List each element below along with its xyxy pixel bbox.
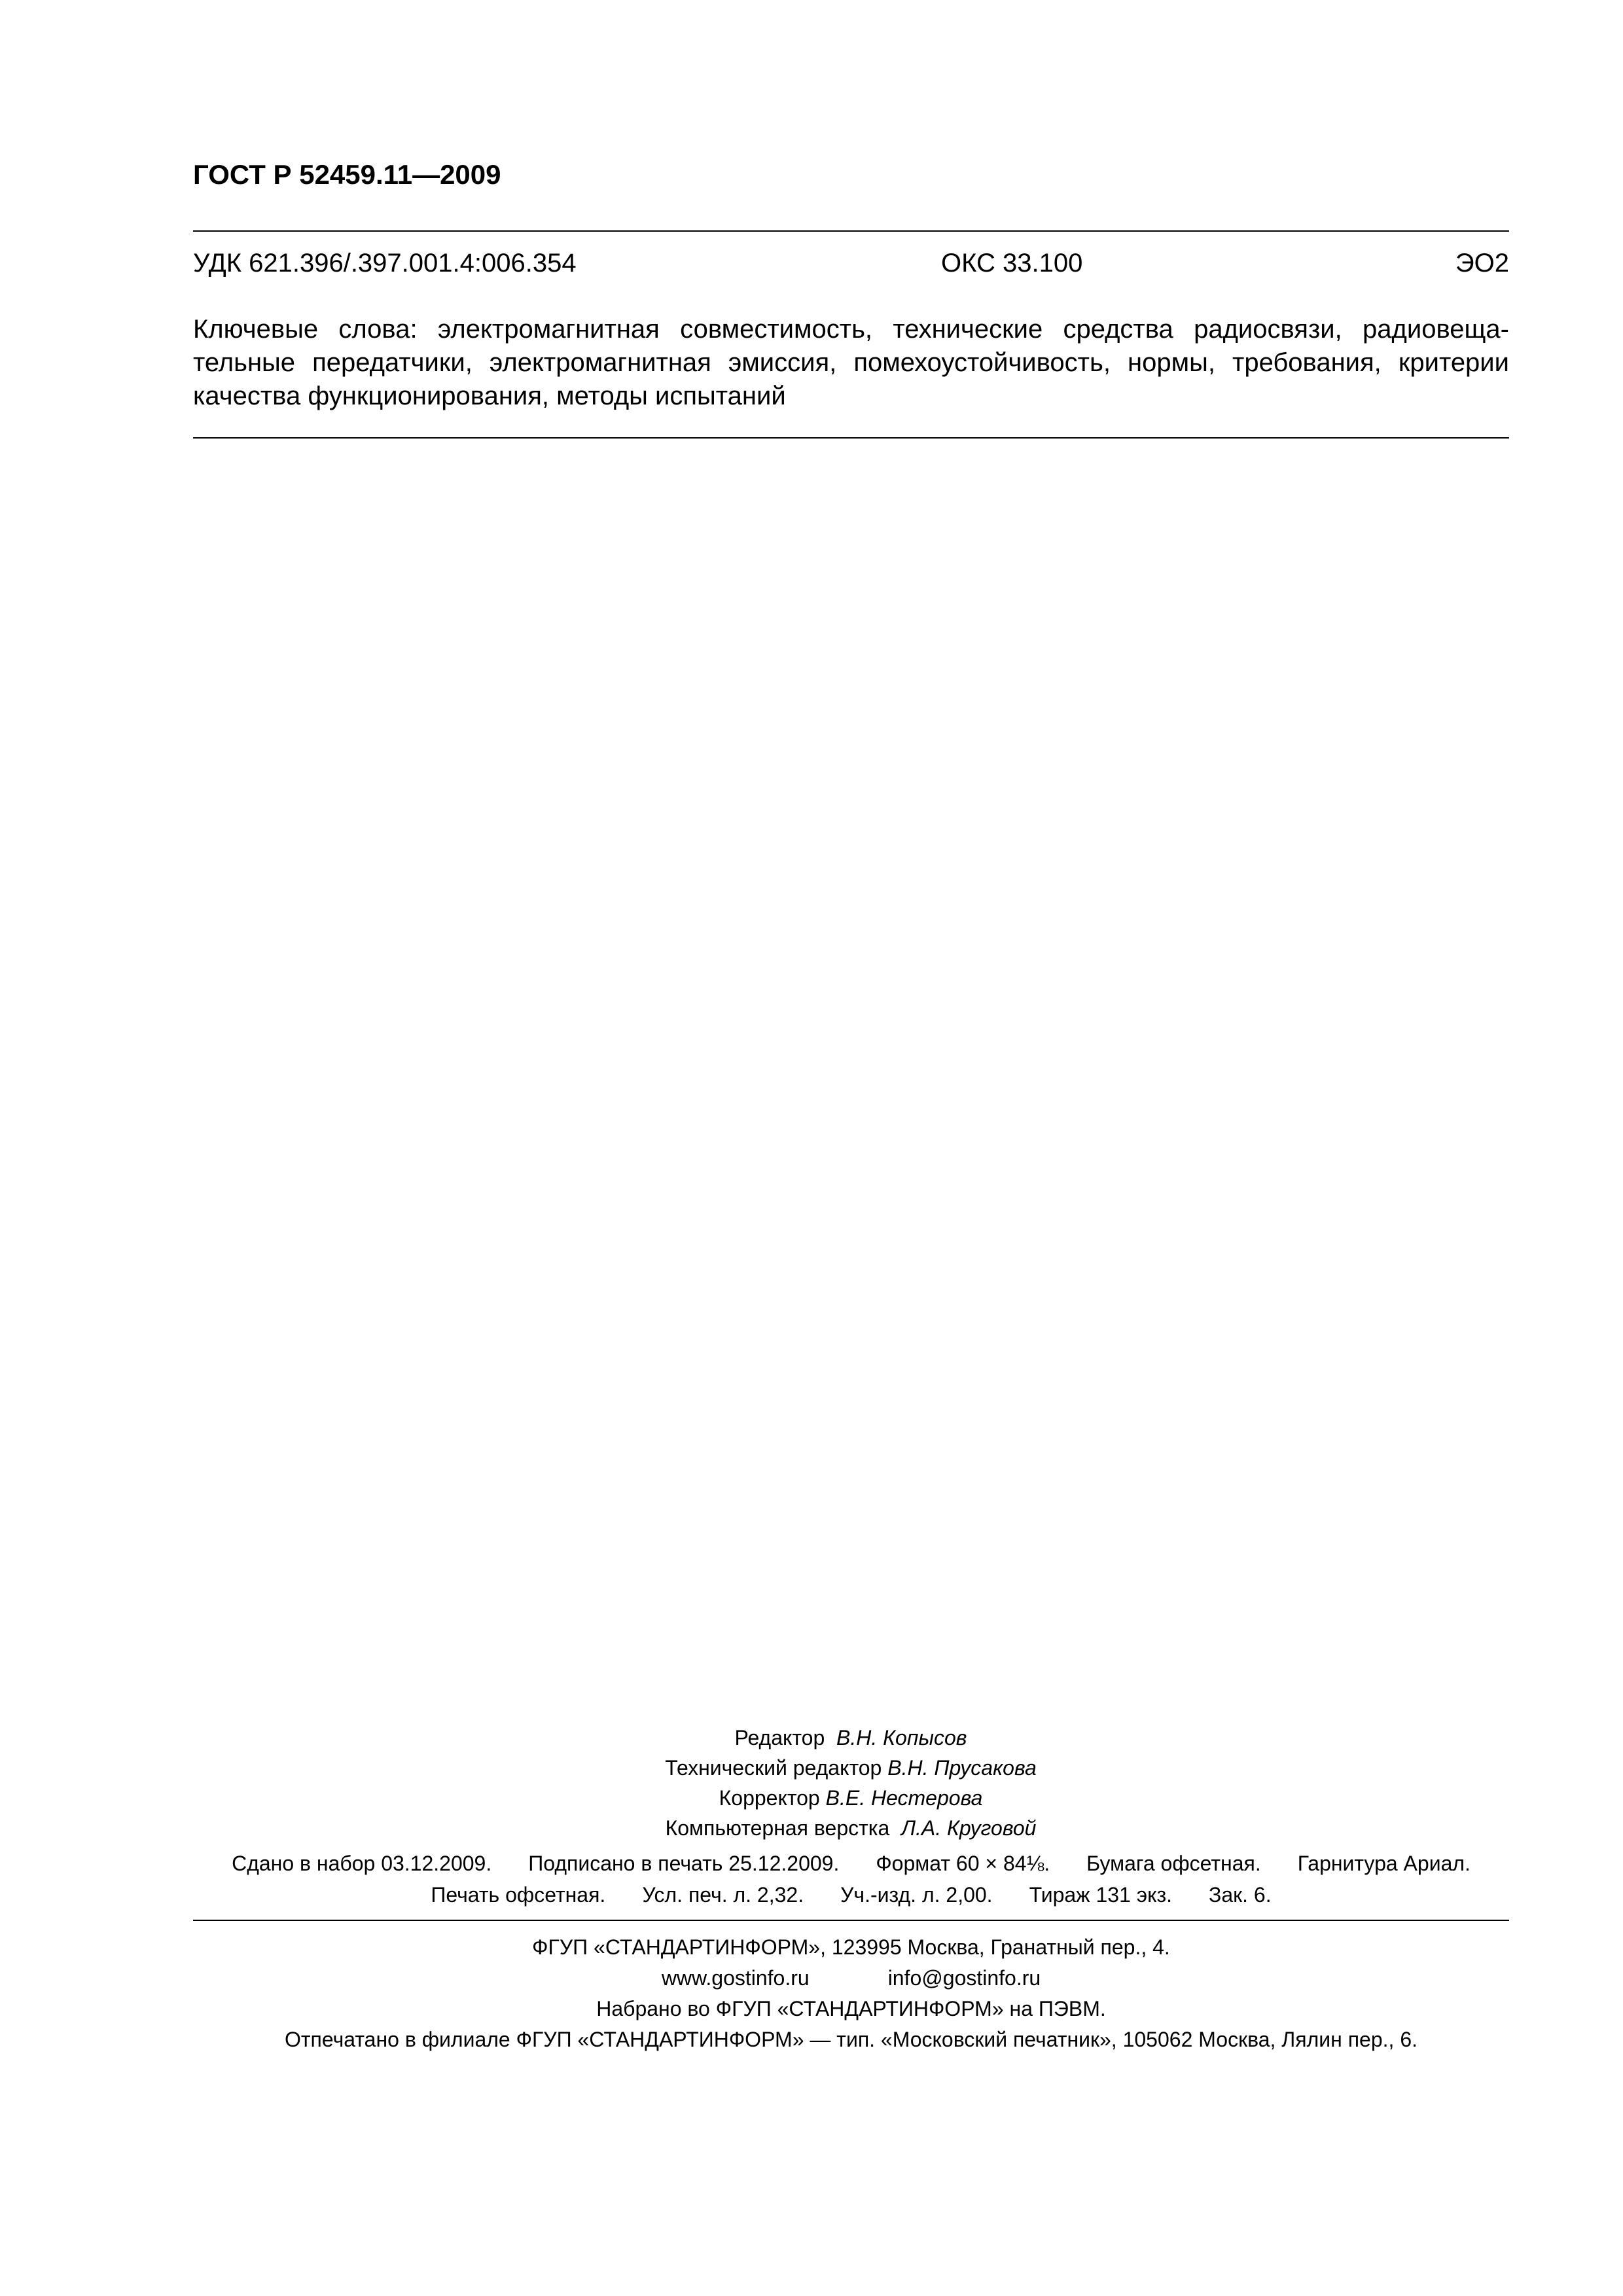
credit-proofreader: Корректор В.Е. Нестерова <box>719 1786 983 1810</box>
publication-row-2 <box>193 1883 1509 1907</box>
classification-row <box>193 249 1509 285</box>
publisher-contacts <box>193 1966 1509 1990</box>
publisher-divider <box>193 1920 1509 1921</box>
pub-paper: Бумага офсетная. <box>1086 1852 1261 1875</box>
pub-order: Зак. 6. <box>1209 1883 1272 1907</box>
pub-sent-date: Сдано в набор 03.12.2009. <box>232 1852 492 1875</box>
typeset-note: Набрано во ФГУП «СТАНДАРТИНФОРМ» на ПЭВМ. <box>596 1997 1106 2020</box>
publisher-email[interactable]: info@gostinfo.ru <box>887 1966 1041 1990</box>
keywords-paragraph: Ключевые слова: электромагнитная совместимость, технические средства радиосвязи, радиовеща-тельные передатчики, электромагнитная эмиссия, помехоустойчивость, нормы, требования, критерии качества функционирования, методы испытаний <box>193 315 1509 410</box>
pub-format: Формат 60 × 84⅛. <box>876 1852 1050 1875</box>
oks-code: ОКС 33.100 <box>941 249 1083 278</box>
pub-print-type: Печать офсетная. <box>431 1883 606 1907</box>
credit-tech-editor: Технический редактор В.Н. Прусакова <box>665 1756 1037 1780</box>
top-divider <box>193 230 1509 232</box>
udc-code: УДК 621.396/.397.001.4:006.354 <box>193 249 577 278</box>
pub-print-sheets: Усл. печ. л. 2,32. <box>642 1883 804 1907</box>
credit-editor: Редактор В.Н. Копысов <box>734 1726 967 1749</box>
pub-edit-sheets: Уч.-изд. л. 2,00. <box>840 1883 993 1907</box>
publisher-address: ФГУП «СТАНДАРТИНФОРМ», 123995 Москва, Гранатный пер., 4. <box>532 1935 1170 1959</box>
classifier-code: ЭО2 <box>1455 249 1509 278</box>
credits-block <box>654 1723 1047 1843</box>
standard-number: ГОСТ Р 52459.11—2009 <box>193 159 501 190</box>
printed-note: Отпечатано в филиале ФГУП «СТАНДАРТИНФОРМ» — тип. «Московский печатник», 105062 Москва, Лялин пер., 6. <box>284 2028 1418 2051</box>
pub-signed-date: Подписано в печать 25.12.2009. <box>528 1852 840 1875</box>
publisher-website[interactable]: www.gostinfo.ru <box>661 1966 810 1990</box>
credit-layout: Компьютерная верстка Л.А. Круговой <box>665 1816 1037 1840</box>
publication-row-1 <box>193 1852 1509 1876</box>
pub-circulation: Тираж 131 экз. <box>1029 1883 1172 1907</box>
pub-typeface: Гарнитура Ариал. <box>1297 1852 1471 1875</box>
keywords-divider <box>193 437 1509 439</box>
